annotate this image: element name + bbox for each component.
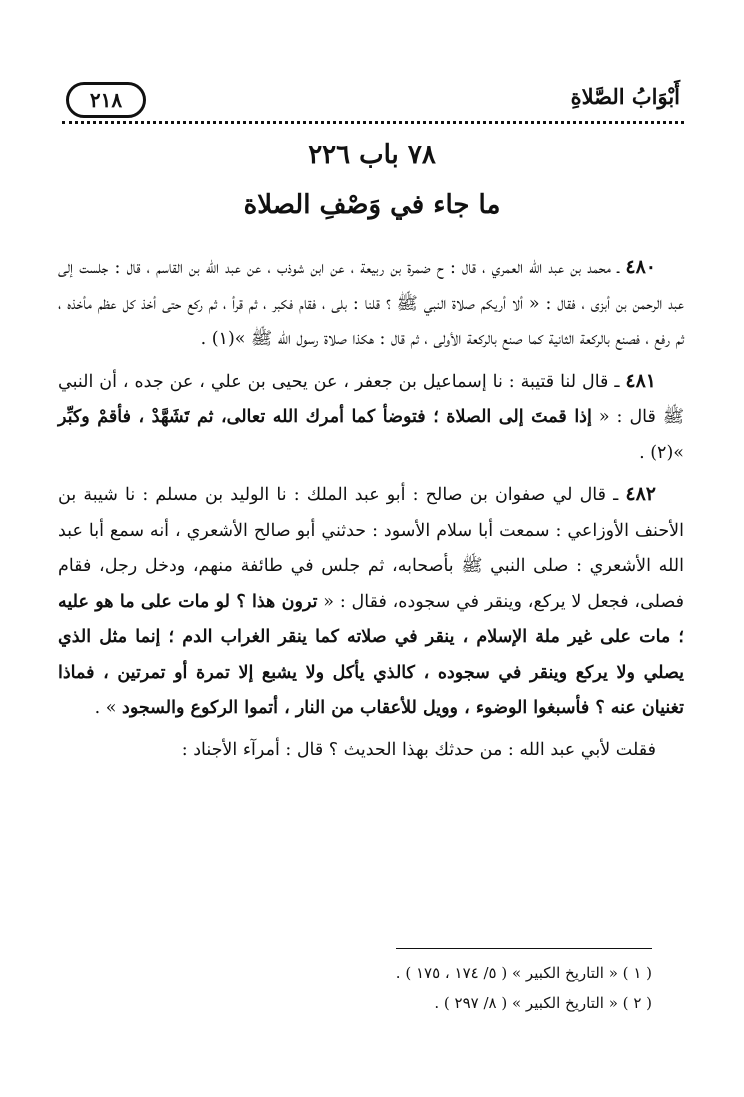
hadith-number: ٤٨١ [625, 369, 656, 392]
hadith-text-bold: ترون هذا ؟ لو مات على ما هو عليه ؛ مات على غير ملة الإسلام ، ينقر في صلاته كما ينقر الغراب الدم ؛ إنما مثل الذي يصلي ولا يركع وينقر في سجوده ، كالذي يأكل ولا يشبع إلا تمرة أو تمرتين ، فماذا تغنيان عنه ؟ فأسبغوا الوضوء ، وويل للأعقاب من النار ، أتموا الركوع والسجود [58, 591, 684, 718]
page-header [62, 82, 688, 122]
footnote-ref: (١) [211, 329, 235, 349]
closing-paragraph [58, 733, 684, 769]
hadith-paragraph [58, 364, 684, 472]
hadith-paragraph [58, 477, 684, 727]
text-segment: »(٢) . [639, 442, 684, 463]
text-segment: ـ قال لنا قتيبة : نا إسماعيل بن جعفر ، عن يحيى بن علي ، عن جده ، أن النبي ﷺ قال : « [58, 371, 685, 427]
hadith-paragraph [58, 250, 684, 358]
footnote-item: ( ١ ) « التاريخ الكبير » ( ٥/ ١٧٤ ، ١٧٥ ) . [395, 964, 652, 982]
text-segment: فقلت لأبي عبد الله : من حدثك بهذا الحديث ؟ قال : أمرآء الأجناد : [181, 739, 656, 760]
footnotes [58, 958, 652, 1018]
footnote-divider [396, 948, 652, 949]
chapter-number: ٧٨ باب ٢٢٦ [308, 140, 436, 170]
footnote-item: ( ٢ ) « التاريخ الكبير » ( ٨/ ٢٩٧ ) . [434, 994, 652, 1012]
header-divider [62, 121, 684, 124]
hadith-text-bold: إذا قمتَ إلى الصلاة ؛ فتوضأ كما أمرك الله تعالى، ثم تَشَهَّدْ ، فأقمْ وكبِّر [58, 407, 592, 427]
page-number: ٢١٨ [66, 82, 146, 118]
body-text [58, 250, 684, 774]
running-title: أَبْوَابُ الصَّلاةِ [570, 84, 680, 109]
text-segment: » . [94, 698, 123, 718]
text-segment: ـ قال لي صفوان بن صالح : أبو عبد الملك : نا الوليد بن مسلم : نا شيبة بن الأحنف الأوزاعي : سمعت أبا سلام الأسود : حدثني أبو صالح الأشعري ، أنه سمع أبا عبد الله الأشعري : صلى النبي ﷺ بأصحابه، ثم جلس في طائفة منهم، ودخل رجل، فقام فصلى، فجعل لا يركع، وينقر في سجوده، فقال : « [58, 485, 684, 612]
hadith-number: ٤٨٠ [625, 256, 656, 278]
chapter-title: ما جاء في وَصْفِ الصلاة [243, 190, 501, 220]
hadith-number: ٤٨٢ [625, 483, 656, 505]
text-segment: . [200, 329, 212, 349]
text-segment: ـ محمد بن عبد الله العمري ، قال : ح ضمرة بن ربيعة ، عن ابن شوذب ، عن عبد الله بن القاسم ، قال : جلست إلى عبد الرحمن بن أبزى ، فقال : « ألا أريكم صلاة النبي ﷺ ؟ قلنا : بلى ، فقام فكبر ، ثم قرأ ، ثم ركع حتى أخذ كل عظم مأخذه ، ثم رفع ، فصنع بالركعة الثانية كما صنع بالركعة الأولى ، ثم قال : هكذا صلاة رسول الله ﷺ » [58, 258, 684, 349]
